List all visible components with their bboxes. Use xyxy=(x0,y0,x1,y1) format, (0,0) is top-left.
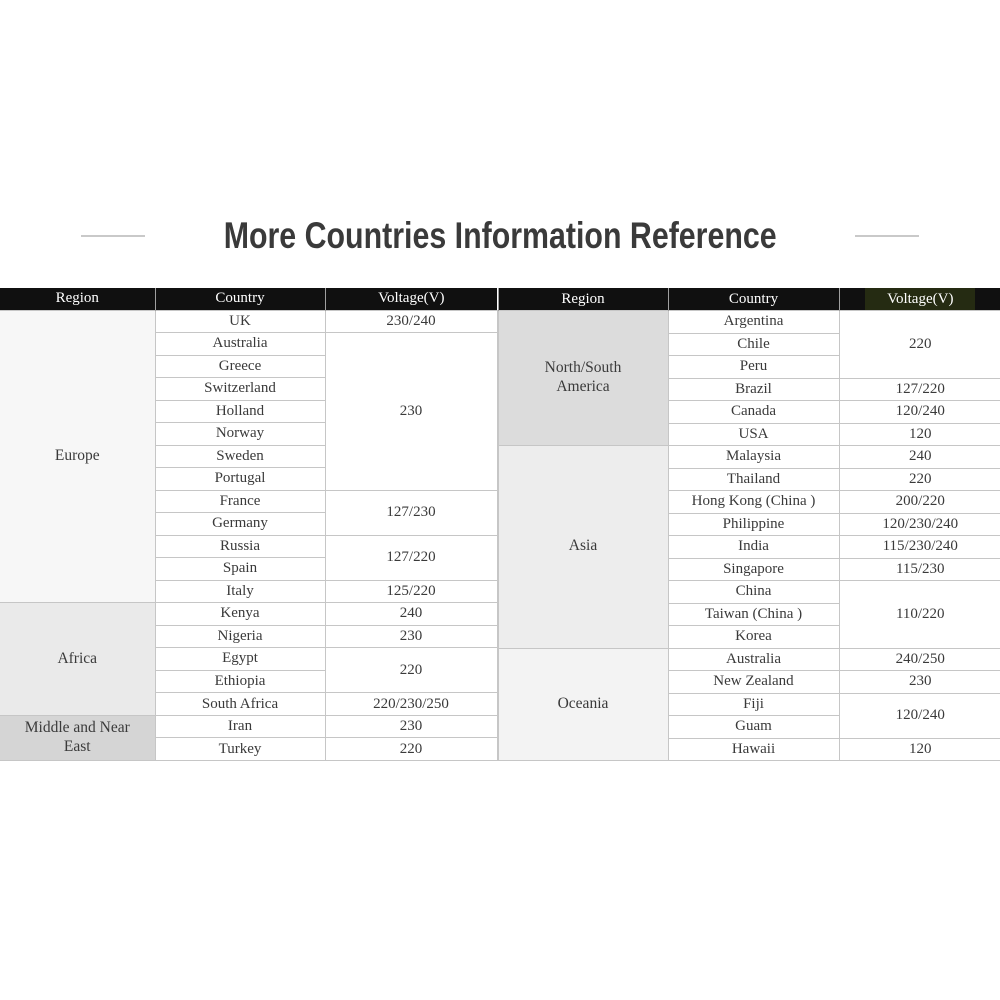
voltage-cell: 125/220 xyxy=(325,580,497,603)
voltage-cell: 240/250 xyxy=(839,648,1000,671)
header-row xyxy=(498,288,1000,311)
country-cell: Norway xyxy=(155,423,325,446)
voltage-cell: 120/240 xyxy=(839,401,1000,424)
voltage-table-left xyxy=(0,288,498,761)
voltage-cell: 120/240 xyxy=(839,693,1000,738)
country-cell: Ethiopia xyxy=(155,670,325,693)
country-cell: Holland xyxy=(155,400,325,423)
voltage-table-right xyxy=(498,288,1000,761)
table-row xyxy=(498,311,1000,334)
country-cell: Brazil xyxy=(668,378,839,401)
voltage-cell: 200/220 xyxy=(839,491,1000,514)
voltage-cell: 230 xyxy=(325,625,497,648)
country-cell: Hawaii xyxy=(668,738,839,761)
voltage-cell: 120/230/240 xyxy=(839,513,1000,536)
country-cell: Egypt xyxy=(155,648,325,671)
voltage-tables xyxy=(0,288,1000,761)
country-cell: France xyxy=(155,490,325,513)
country-cell: Chile xyxy=(668,333,839,356)
voltage-cell: 127/230 xyxy=(325,490,497,535)
voltage-cell: 115/230 xyxy=(839,558,1000,581)
voltage-cell: 120 xyxy=(839,738,1000,761)
column-header-region: Region xyxy=(498,288,668,311)
country-cell: Peru xyxy=(668,356,839,379)
column-header-country: Country xyxy=(668,288,839,311)
voltage-cell: 230 xyxy=(325,333,497,491)
country-cell: Australia xyxy=(155,333,325,356)
title-section xyxy=(0,214,1000,258)
country-cell: Canada xyxy=(668,401,839,424)
voltage-cell: 230 xyxy=(839,671,1000,694)
column-header-region: Region xyxy=(0,288,155,310)
region-cell: Europe xyxy=(0,310,155,603)
voltage-cell: 240 xyxy=(839,446,1000,469)
country-cell: UK xyxy=(155,310,325,333)
country-cell: Singapore xyxy=(668,558,839,581)
voltage-cell: 240 xyxy=(325,603,497,626)
country-cell: Iran xyxy=(155,715,325,738)
voltage-cell: 127/220 xyxy=(325,535,497,580)
region-cell: Asia xyxy=(498,446,668,649)
voltage-cell: 230 xyxy=(325,715,497,738)
country-cell: Malaysia xyxy=(668,446,839,469)
table-row xyxy=(498,648,1000,671)
country-cell: Hong Kong (China ) xyxy=(668,491,839,514)
country-cell: Greece xyxy=(155,355,325,378)
title-divider-right xyxy=(855,235,919,237)
column-header-voltage: Voltage(V) xyxy=(839,288,1000,311)
region-cell: North/South America xyxy=(498,311,668,446)
country-cell: Philippine xyxy=(668,513,839,536)
table-row xyxy=(498,446,1000,469)
country-cell: Russia xyxy=(155,535,325,558)
header-row xyxy=(0,288,497,310)
country-cell: Portugal xyxy=(155,468,325,491)
country-cell: Fiji xyxy=(668,693,839,716)
country-cell: New Zealand xyxy=(668,671,839,694)
voltage-cell: 220 xyxy=(839,468,1000,491)
column-header-voltage: Voltage(V) xyxy=(325,288,497,310)
voltage-cell: 120 xyxy=(839,423,1000,446)
country-cell: Germany xyxy=(155,513,325,536)
country-cell: Guam xyxy=(668,716,839,739)
country-cell: South Africa xyxy=(155,693,325,716)
country-cell: Australia xyxy=(668,648,839,671)
column-header-country: Country xyxy=(155,288,325,310)
page-title: More Countries Information Reference xyxy=(223,215,777,256)
voltage-cell: 220 xyxy=(325,648,497,693)
country-cell: India xyxy=(668,536,839,559)
country-cell: Kenya xyxy=(155,603,325,626)
country-cell: Sweden xyxy=(155,445,325,468)
country-cell: USA xyxy=(668,423,839,446)
region-cell: Africa xyxy=(0,603,155,716)
country-cell: Thailand xyxy=(668,468,839,491)
country-cell: Argentina xyxy=(668,311,839,334)
voltage-cell: 230/240 xyxy=(325,310,497,333)
region-cell: Oceania xyxy=(498,648,668,761)
voltage-cell: 127/220 xyxy=(839,378,1000,401)
voltage-cell: 220 xyxy=(839,311,1000,379)
title-divider-left xyxy=(81,235,145,237)
table-row xyxy=(0,310,497,333)
region-cell: Middle and Near East xyxy=(0,715,155,760)
country-cell: Italy xyxy=(155,580,325,603)
table-row xyxy=(0,715,497,738)
country-cell: Taiwan (China ) xyxy=(668,603,839,626)
table-row xyxy=(0,603,497,626)
country-cell: Switzerland xyxy=(155,378,325,401)
voltage-cell: 110/220 xyxy=(839,581,1000,649)
country-cell: China xyxy=(668,581,839,604)
country-cell: Nigeria xyxy=(155,625,325,648)
country-cell: Turkey xyxy=(155,738,325,761)
voltage-cell: 220 xyxy=(325,738,497,761)
voltage-cell: 115/230/240 xyxy=(839,536,1000,559)
voltage-cell: 220/230/250 xyxy=(325,693,497,716)
country-cell: Korea xyxy=(668,626,839,649)
country-cell: Spain xyxy=(155,558,325,581)
